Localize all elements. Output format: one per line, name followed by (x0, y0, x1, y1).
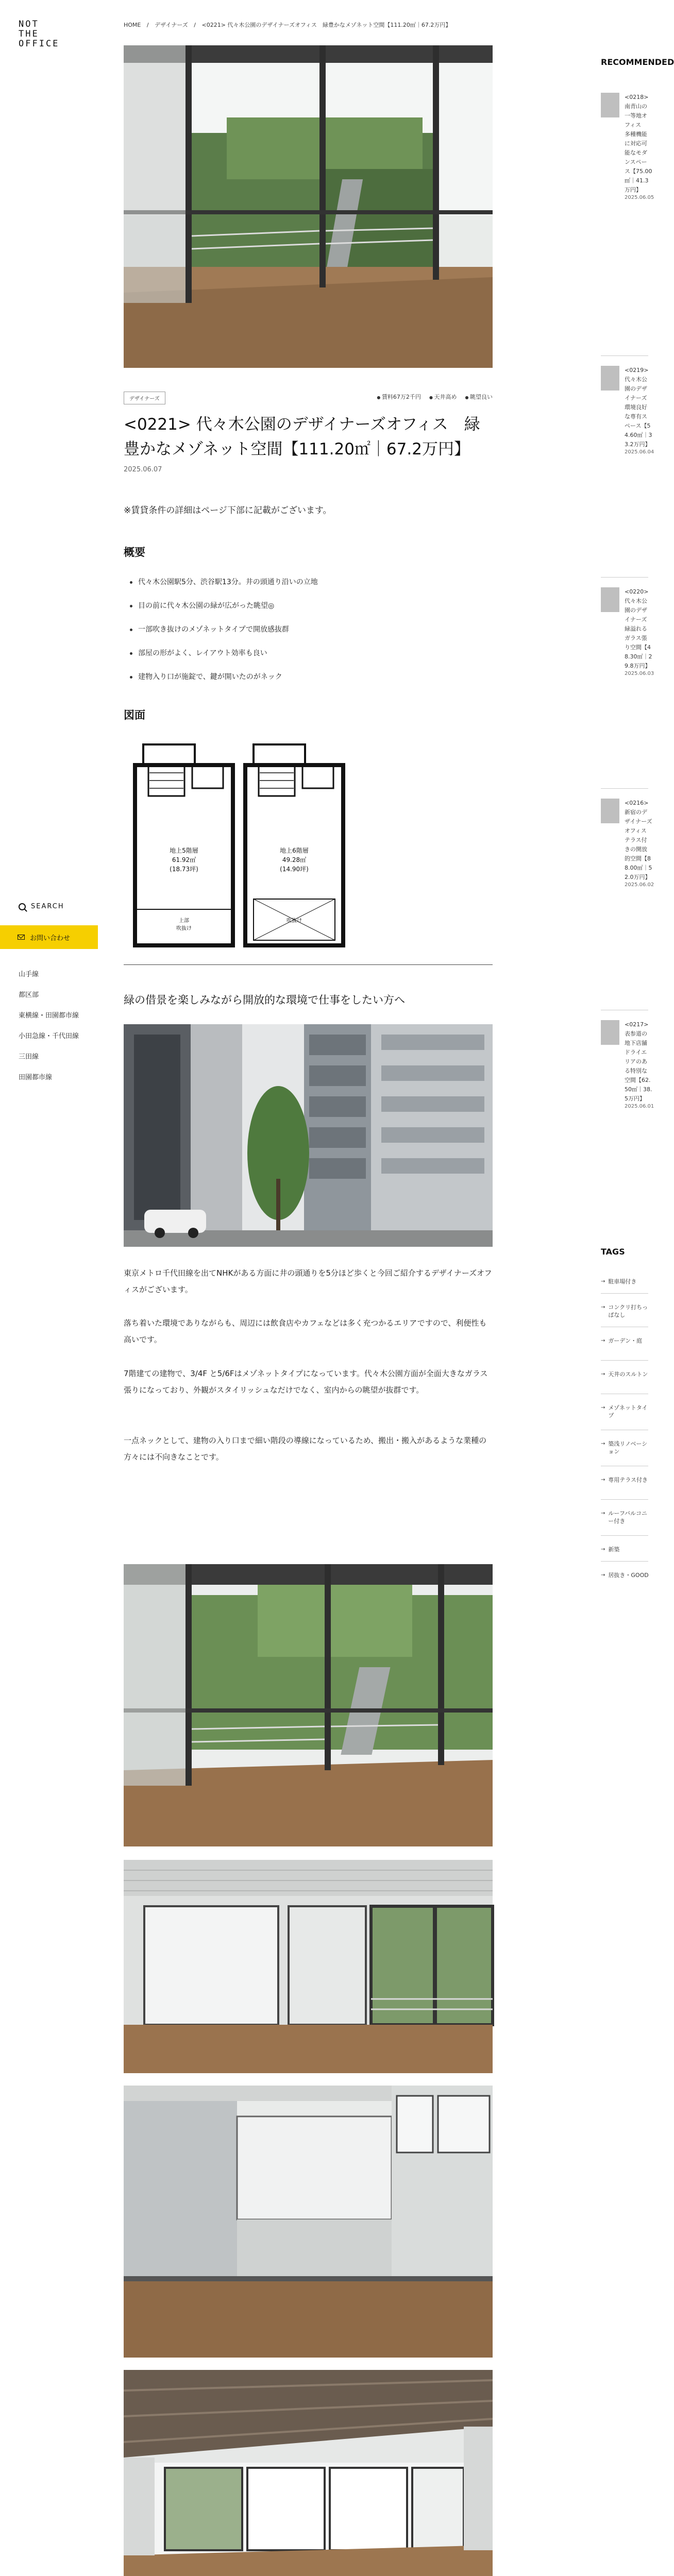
divider (601, 577, 648, 578)
floorplan-left-void: 吹抜け (176, 926, 192, 931)
feature-tag[interactable]: ● 眺望良い (465, 393, 493, 401)
recommended-item[interactable] (601, 93, 652, 200)
overview-heading: 概要 (124, 546, 145, 558)
divider (601, 1499, 648, 1500)
tag-link[interactable] (601, 1337, 652, 1345)
area-nav-item[interactable]: 山手線 (19, 971, 39, 978)
conditions-note: ※賃貸条件の詳細はページ下部に記載がございます。 (124, 505, 332, 516)
interior-photo-room (124, 1860, 493, 2073)
article-paragraph: 落ち着いた環境でありながらも、周辺には飲食店やカフェなどは多く充つかるエリアですので、利便性も高いです。 (124, 1318, 487, 1344)
publish-date: 2025.06.07 (124, 466, 162, 473)
area-nav-item[interactable]: 東横線・田園都市線 (19, 1012, 79, 1020)
floorplan-left-floor: 地上5階層 (170, 847, 198, 854)
recommended-item-date: 2025.06.05 (625, 195, 654, 200)
divider (601, 1535, 648, 1536)
interior-photo-window (124, 1564, 493, 1846)
category-tag[interactable]: デザイナーズ (124, 392, 165, 404)
interior-photo-loft (124, 2086, 493, 2358)
floorplan-right-floor: 地上6階層 (280, 847, 309, 854)
overview-item: 一部吹き抜けのメゾネットタイプで開放感抜群 (130, 624, 318, 648)
floorplan-heading: 図面 (124, 709, 145, 721)
tag-link[interactable] (601, 1278, 652, 1285)
area-nav-item[interactable]: 田園都市線 (19, 1074, 53, 1081)
tag-link[interactable] (601, 1440, 652, 1455)
divider (601, 1561, 648, 1562)
site-logo[interactable] (19, 20, 91, 49)
breadcrumb-current: <0221> 代々木公園のデザイナーズオフィス 緑豊かなメゾネット空間【111.20㎡｜67.2万円】 (201, 22, 451, 28)
area-nav (19, 970, 79, 1093)
floorplan-right-tsubo: (14.90坪) (280, 866, 309, 873)
recommended-item-date: 2025.06.04 (625, 449, 654, 455)
overview-item: 建物入り口が施錠で、鍵が開いたのがネック (130, 672, 318, 696)
area-nav-item[interactable]: 都区部 (19, 991, 39, 999)
recommended-item-date: 2025.06.03 (625, 671, 654, 676)
arrow-icon: → (601, 1338, 605, 1344)
tag-label: コンクリ打ちっぱなし (608, 1304, 648, 1318)
mail-icon (18, 935, 25, 940)
tag-label: 駐車場付き (608, 1278, 637, 1285)
tag-label: メゾネットタイプ (608, 1404, 648, 1419)
area-nav-item[interactable]: 小田急線・千代田線 (19, 1032, 79, 1040)
building-photo (124, 1024, 493, 1247)
tag-label: 新築 (608, 1546, 620, 1553)
overview-item: 部屋の形がよく、レイアウト効率も良い (130, 648, 318, 672)
feature-tags (377, 393, 493, 401)
overview-item: 代々木公園駅5分、渋谷駅13分。井の頭通り沿いの立地 (130, 577, 318, 601)
logo-line-2: THE (19, 29, 39, 39)
logo-line-3: OFFICE (19, 39, 60, 49)
breadcrumb-sep: / (194, 22, 196, 28)
floorplan-left-area: 61.92㎡ (172, 856, 196, 863)
tag-link[interactable] (601, 1303, 652, 1319)
divider (601, 1360, 648, 1361)
recommended-thumbnail (601, 366, 619, 391)
divider (124, 964, 493, 965)
article-paragraph: 東京メトロ千代田線を出てNHKがある方面に井の頭通りを5分ほど歩くと今回ご紹介するデザイナーズオフィスがございます。 (124, 1268, 492, 1294)
tag-link[interactable] (601, 1370, 652, 1378)
recommended-item-date: 2025.06.02 (625, 882, 654, 888)
tag-link[interactable] (601, 1571, 652, 1579)
search-icon (19, 903, 26, 910)
recommended-title: RECOMMENDED (601, 57, 674, 67)
divider (601, 355, 648, 356)
divider (601, 1293, 648, 1294)
hero-photo (124, 45, 493, 368)
floorplan-right-void: 吹抜け (287, 918, 302, 924)
recommended-item[interactable] (601, 366, 652, 455)
tag-link[interactable] (601, 1546, 652, 1553)
arrow-icon: → (601, 1547, 605, 1552)
tags-title: TAGS (601, 1247, 625, 1257)
overview-item: 目の前に代々木公園の緑が広がった眺望◎ (130, 601, 318, 624)
arrow-icon: → (601, 1279, 605, 1284)
recommended-item-date: 2025.06.01 (625, 1104, 654, 1109)
floorplan-image (128, 744, 355, 956)
tag-link[interactable] (601, 1404, 652, 1419)
recommended-thumbnail (601, 93, 619, 117)
floorplan-left-tsubo: (18.73坪) (170, 866, 198, 873)
recommended-item-title: <0216> 新宿のデザイナーズオフィス テラス付きの開放的空間【88.00㎡｜52.0万円】 (625, 800, 652, 880)
recommended-item[interactable] (601, 799, 652, 888)
tag-link[interactable] (601, 1510, 652, 1525)
feature-tag[interactable]: ● 賃料67万2千円 (377, 393, 421, 401)
tag-label: 天井のスルトン (608, 1371, 648, 1378)
breadcrumb-category[interactable]: デザイナーズ (155, 22, 188, 28)
recommended-item-title: <0219> 代々木公園のデザイナーズ 環境良好な専有スペース【54.60㎡｜33.2万円】 (625, 367, 653, 448)
breadcrumb (124, 21, 455, 29)
search-button[interactable] (19, 903, 64, 910)
floorplan-right-area: 49.28㎡ (282, 856, 307, 863)
interior-photo-floor (124, 2370, 493, 2576)
area-nav-item[interactable]: 三田線 (19, 1053, 39, 1061)
tag-label: ルーフバルコニー付き (608, 1510, 647, 1524)
arrow-icon: → (601, 1441, 605, 1447)
arrow-icon: → (601, 1304, 605, 1310)
arrow-icon: → (601, 1405, 605, 1411)
recommended-item-title: <0218> 南青山の一等地オフィス 多種機能に対応可能なモダンスペース【75.00㎡｜41.3万円】 (625, 94, 652, 193)
recommended-item[interactable] (601, 1020, 652, 1109)
recommended-thumbnail (601, 1020, 619, 1045)
section-heading: 緑の借景を楽しみながら開放的な環境で仕事をしたい方へ (124, 994, 405, 1006)
recommended-item-title: <0220> 代々木公園のデザイナーズ 緑溢れるガラス張り空間【48.30㎡｜29.8万円】 (625, 588, 653, 669)
contact-label: お問い合わせ (30, 934, 71, 942)
breadcrumb-home[interactable]: HOME (124, 22, 141, 28)
logo-line-1: NOT (19, 19, 39, 29)
article-paragraph: 7階建ての建物で、3/4F と5/6Fはメゾネットタイプになっています。代々木公園方面が全面大きなガラス張りになっており、外観がスタイリッシュなだけでなく、室内からの眺望が抜群です。 (124, 1369, 488, 1395)
overview-list (130, 577, 318, 696)
search-label: SEARCH (31, 903, 64, 910)
tag-label: 専用テラス付き (608, 1477, 648, 1483)
feature-tag[interactable]: ● 天井高め (429, 393, 457, 401)
tag-link[interactable] (601, 1476, 652, 1484)
arrow-icon: → (601, 1477, 605, 1483)
divider (601, 788, 648, 789)
arrow-icon: → (601, 1511, 605, 1516)
tag-label: 築浅リノベーション (608, 1440, 648, 1455)
tag-label: 居抜き・GOOD (608, 1572, 649, 1579)
breadcrumb-sep: / (146, 22, 149, 28)
left-sidebar (0, 0, 103, 2576)
tag-label: ガーデン・庭 (608, 1337, 643, 1344)
recommended-item[interactable] (601, 587, 652, 676)
arrow-icon: → (601, 1371, 605, 1377)
contact-button[interactable] (0, 925, 98, 949)
recommended-thumbnail (601, 587, 619, 612)
arrow-icon: → (601, 1572, 605, 1578)
recommended-thumbnail (601, 799, 619, 823)
page-title: <0221> 代々木公園のデザイナーズオフィス 緑豊かなメゾネット空間【111.20㎡｜67.2万円】 (124, 415, 480, 459)
floorplan-left-upper: 上部 (179, 918, 189, 924)
article-paragraph: 一点ネックとして、建物の入り口まで細い階段の導線になっているため、搬出・搬入があるような業種の方々には不向きなことです。 (124, 1436, 487, 1462)
recommended-item-title: <0217> 表参道の地下店舗 ドライエリアのある特別な空間【62.50㎡｜38.5万円】 (625, 1021, 653, 1102)
